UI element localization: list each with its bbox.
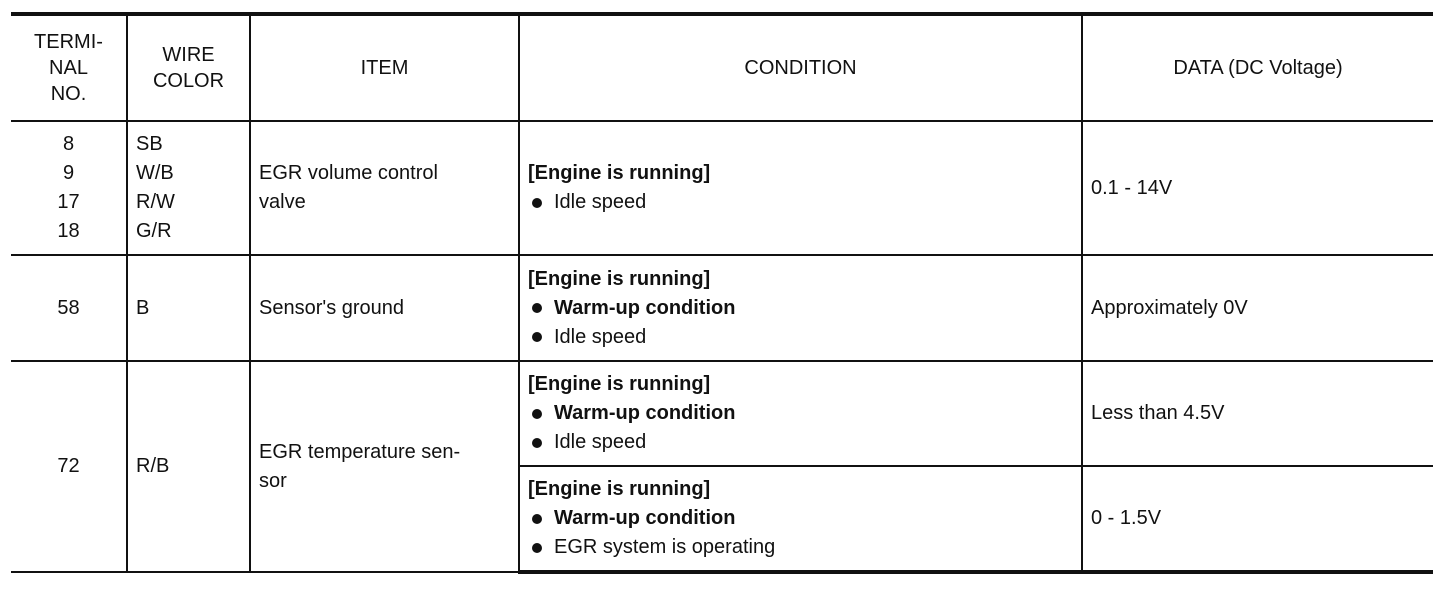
- data-cell: 0 - 1.5V: [1082, 466, 1433, 572]
- bullet-icon: [532, 543, 542, 553]
- condition-bullet: EGR system is operating: [528, 533, 1073, 562]
- item-cell: EGR temperature sen- sor: [250, 361, 519, 572]
- data-cell: Less than 4.5V: [1082, 361, 1433, 466]
- terminal-data-table: [11, 12, 1433, 574]
- condition-cell: [Engine is running] Warm-up condition Idle speed: [519, 361, 1082, 466]
- terminal-cell: 72: [11, 361, 127, 572]
- bullet-icon: [532, 514, 542, 524]
- condition-cell: [Engine is running] Warm-up condition EGR system is operating: [519, 466, 1082, 572]
- bullet-icon: [532, 198, 542, 208]
- header-condition: CONDITION: [519, 14, 1082, 121]
- bullet-icon: [532, 409, 542, 419]
- table-row: [11, 255, 1433, 361]
- bullet-icon: [532, 438, 542, 448]
- header-terminal-no: TERMI- NAL NO.: [11, 14, 127, 121]
- terminal-cell: 58: [11, 255, 127, 361]
- wire-color-cell: B: [127, 255, 250, 361]
- condition-bullet: Warm-up condition: [528, 504, 1073, 533]
- table-row: [11, 121, 1433, 255]
- condition-cell: [Engine is running] Warm-up condition Idle speed: [519, 255, 1082, 361]
- terminal-cell: 8 9 17 18: [11, 121, 127, 255]
- header-item: ITEM: [250, 14, 519, 121]
- table-row: [11, 361, 1433, 466]
- data-cell: Approximately 0V: [1082, 255, 1433, 361]
- bullet-icon: [532, 332, 542, 342]
- condition-bullet: Warm-up condition: [528, 399, 1073, 428]
- condition-bullet: Idle speed: [528, 188, 1073, 217]
- condition-bullet: Idle speed: [528, 323, 1073, 352]
- header-data: DATA (DC Voltage): [1082, 14, 1433, 121]
- table-header-row: [11, 14, 1433, 121]
- item-cell: Sensor's ground: [250, 255, 519, 361]
- condition-bullet: Idle speed: [528, 428, 1073, 457]
- condition-cell: [Engine is running] Idle speed: [519, 121, 1082, 255]
- header-wire-color: WIRE COLOR: [127, 14, 250, 121]
- bullet-icon: [532, 303, 542, 313]
- condition-bullet: Warm-up condition: [528, 294, 1073, 323]
- wire-color-cell: R/B: [127, 361, 250, 572]
- item-cell: EGR volume control valve: [250, 121, 519, 255]
- wire-color-cell: SB W/B R/W G/R: [127, 121, 250, 255]
- data-cell: 0.1 - 14V: [1082, 121, 1433, 255]
